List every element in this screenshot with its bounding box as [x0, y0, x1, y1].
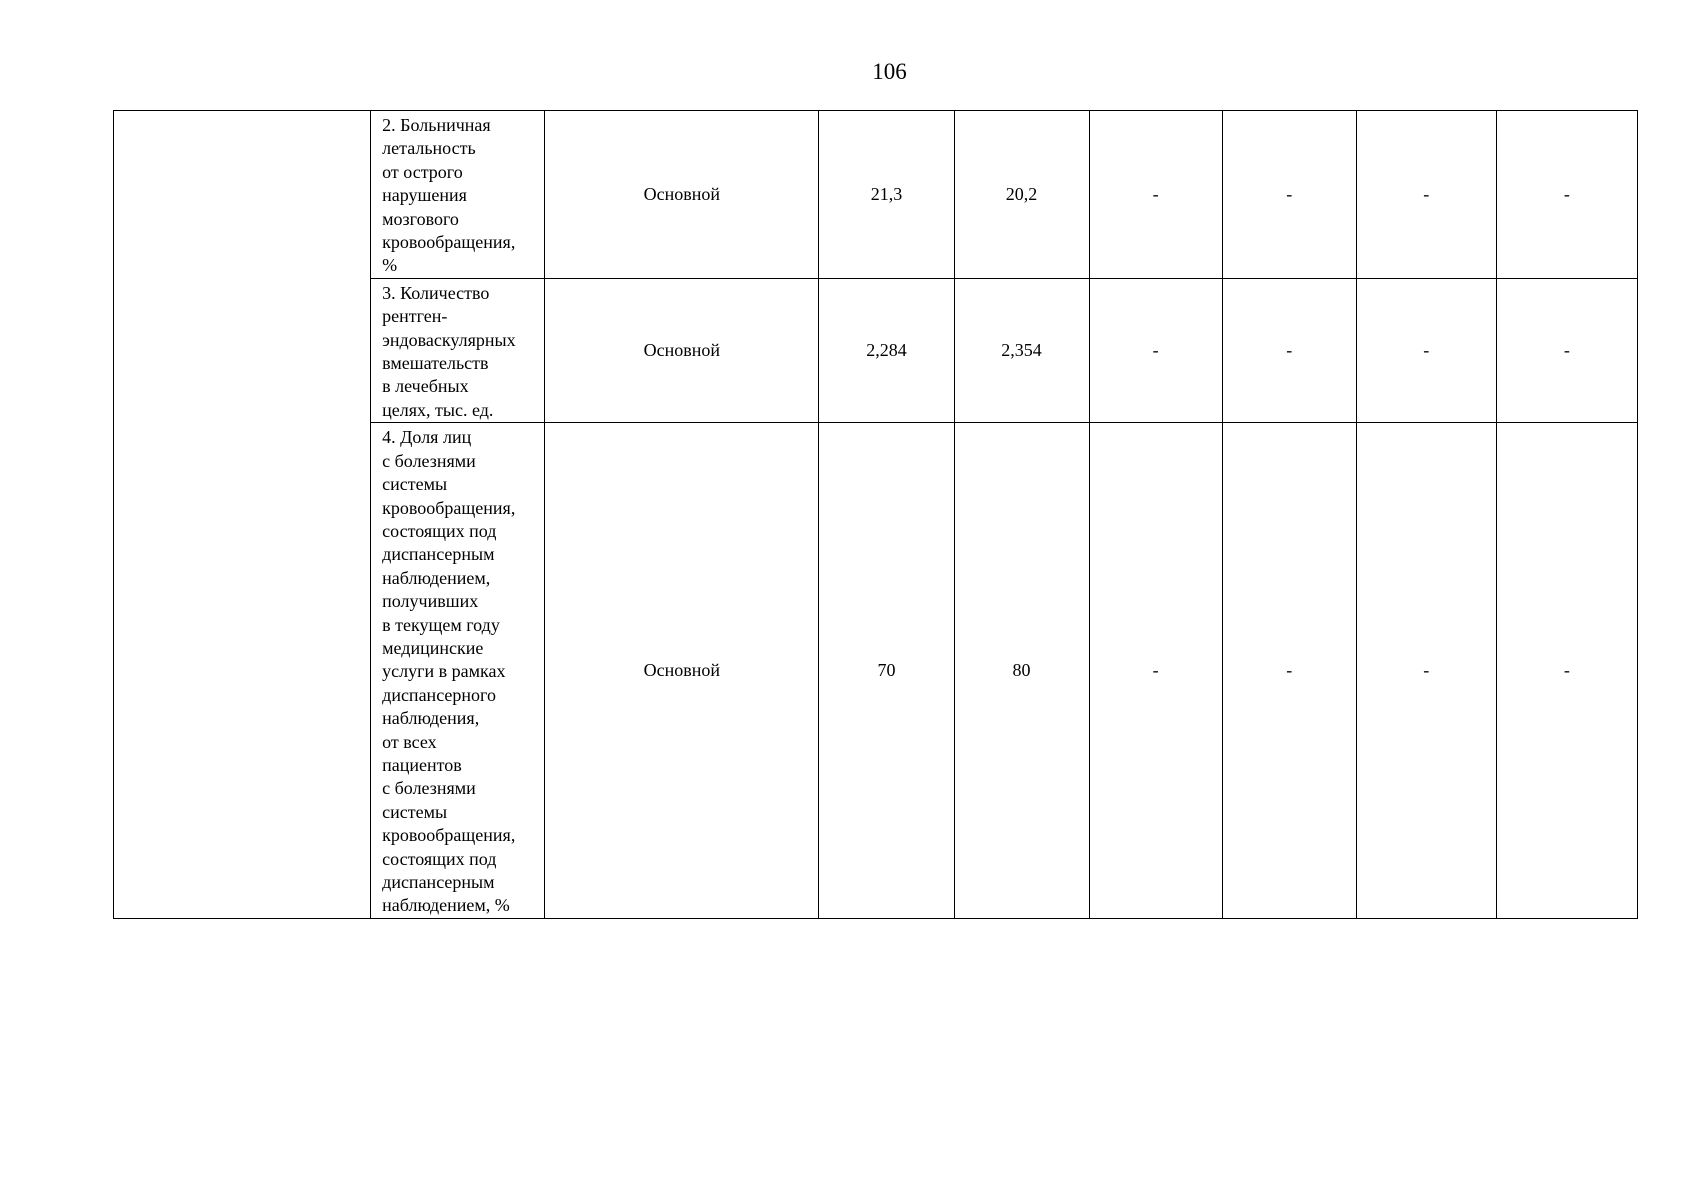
- value-cell: -: [1356, 278, 1496, 422]
- value-cell: 70: [819, 423, 954, 919]
- value-cell: -: [1222, 278, 1356, 422]
- indicator-name-cell: 2. Больничная летальность от острого нарушения мозгового кровообращения, %: [371, 111, 545, 279]
- indicator-type-cell: Основной: [545, 278, 819, 422]
- value-cell: 80: [954, 423, 1089, 919]
- value-cell: -: [1356, 111, 1496, 279]
- table-row: [114, 111, 1638, 279]
- value-cell: -: [1089, 111, 1222, 279]
- value-cell: -: [1496, 111, 1637, 279]
- value-cell: -: [1222, 423, 1356, 919]
- value-cell: 21,3: [819, 111, 954, 279]
- indicator-table: [113, 110, 1638, 919]
- indicator-type-cell: Основной: [545, 423, 819, 919]
- table-cell-empty: [114, 111, 371, 919]
- value-cell: -: [1089, 278, 1222, 422]
- page-number: 106: [872, 59, 907, 84]
- value-cell: -: [1496, 423, 1637, 919]
- value-cell: -: [1356, 423, 1496, 919]
- indicator-type-cell: Основной: [545, 111, 819, 279]
- value-cell: -: [1089, 423, 1222, 919]
- value-cell: 2,354: [954, 278, 1089, 422]
- indicator-name-cell: 3. Количество рентген- эндоваскулярных вмешательств в лечебных целях, тыс. ед.: [371, 278, 545, 422]
- value-cell: 2,284: [819, 278, 954, 422]
- value-cell: 20,2: [954, 111, 1089, 279]
- value-cell: -: [1496, 278, 1637, 422]
- indicator-name-cell: 4. Доля лиц с болезнями системы кровообращения, состоящих под диспансерным наблюдением, получивших в текущем году медицинские услуги в рамках диспансерного наблюдения, от всех пациентов с болезнями системы кровообращения, состоящих под диспансерным наблюдением, %: [371, 423, 545, 919]
- value-cell: -: [1222, 111, 1356, 279]
